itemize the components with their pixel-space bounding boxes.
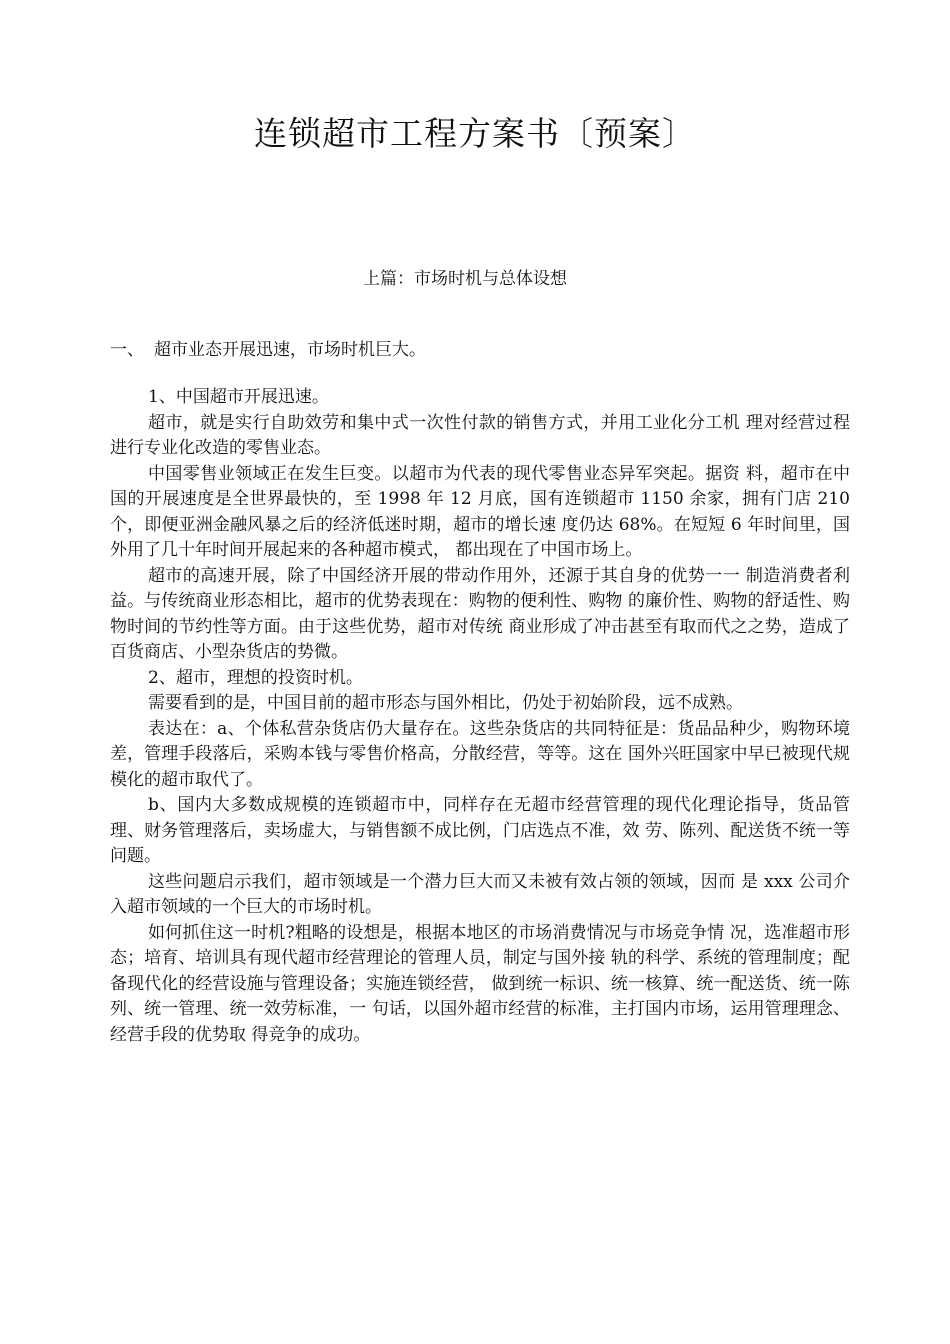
section-heading-text: 超市业态开展迅速，市场时机巨大。 bbox=[154, 340, 426, 360]
paragraph: 需要看到的是，中国目前的超市形态与国外相比，仍处于初始阶段，远不成熟。 bbox=[148, 693, 743, 713]
paragraph: 超市的高速开展，除了中国经济开展的带动作用外，还源于其自身的优势一一 制造消费者利益。与传统商业形态相比，超市的优势表现在：购物的便利性、购物 的廉价性、购物的舒适性、购物时间的节约性等方面。由于这些优势，超市对传统 商业形成了冲击甚至有取而代之之势，造成了百货商店、小型杂货店的势微。 bbox=[110, 565, 850, 662]
paragraph: 这些问题启示我们，超市领域是一个潜力巨大而又未被有效占领的领域，因而 是 xxx 公司介入超市领域的一个巨大的市场时机。 bbox=[110, 871, 850, 917]
paragraph: b、国内大多数成规模的连锁超市中，同样存在无超市经营管理的现代化理论指导，货品管理、财务管理落后，卖场虚大，与销售额不成比例，门店选点不准，效 劳、陈列、配送货不统一等问题。 bbox=[110, 795, 850, 866]
paragraph: 表达在：a、个体私营杂货店仍大量存在。这些杂货店的共同特征是：货品品种少，购物环境差，管理手段落后，采购本钱与零售价格高，分散经营，等等。这在 国外兴旺国家中早已被现代规模化的超市取代了。 bbox=[110, 718, 850, 790]
paragraph: 如何抓住这一时机?粗略的设想是，根据本地区的市场消费情况与市场竞争情 况，选准超市形态；培育、培训具有现代超市经营理论的管理人员，制定与国外接 轨的科学、系统的管理制度；配备现代化的经营设施与管理设备；实施连锁经营， 做到统一标识、统一核算、统一配送货、统一陈列、统一管理、统一效劳标准，一 句话，以国外超市经营的标准，主打国内市场，运用管理理念、经营手段的优势取 得竞争的成功。 bbox=[110, 922, 850, 1045]
document-body bbox=[110, 385, 850, 1048]
subheading-2: 2、超市，理想的投资时机。 bbox=[148, 667, 363, 688]
subheading-1: 1、中国超市开展迅速。 bbox=[148, 387, 329, 407]
paragraph: 中国零售业领域正在发生巨变。以超市为代表的现代零售业态异军突起。据资 料，超市在中国的开展速度是全世界最快的，至 1998 年 12 月底，国有连锁超市 1150 余家，拥有门店 210 个，即便亚洲金融风暴之后的经济低迷时期，超市的增长速 度仍达 68%。在短短 6 年时间里，国外用了几十年时间开展起来的各种超市模式， 都出现在了中国市场上。 bbox=[110, 463, 850, 560]
section-heading bbox=[110, 336, 426, 364]
part-title: 上篇：市场时机与总体设想 bbox=[363, 269, 567, 289]
section-number: 一、 bbox=[110, 340, 144, 360]
document-title: 连锁超市工程方案书〔预案〕 bbox=[254, 114, 696, 153]
paragraph: 超市，就是实行自助效劳和集中式一次性付款的销售方式，并用工业化分工机 理对经营过程进行专业化改造的零售业态。 bbox=[110, 412, 850, 458]
